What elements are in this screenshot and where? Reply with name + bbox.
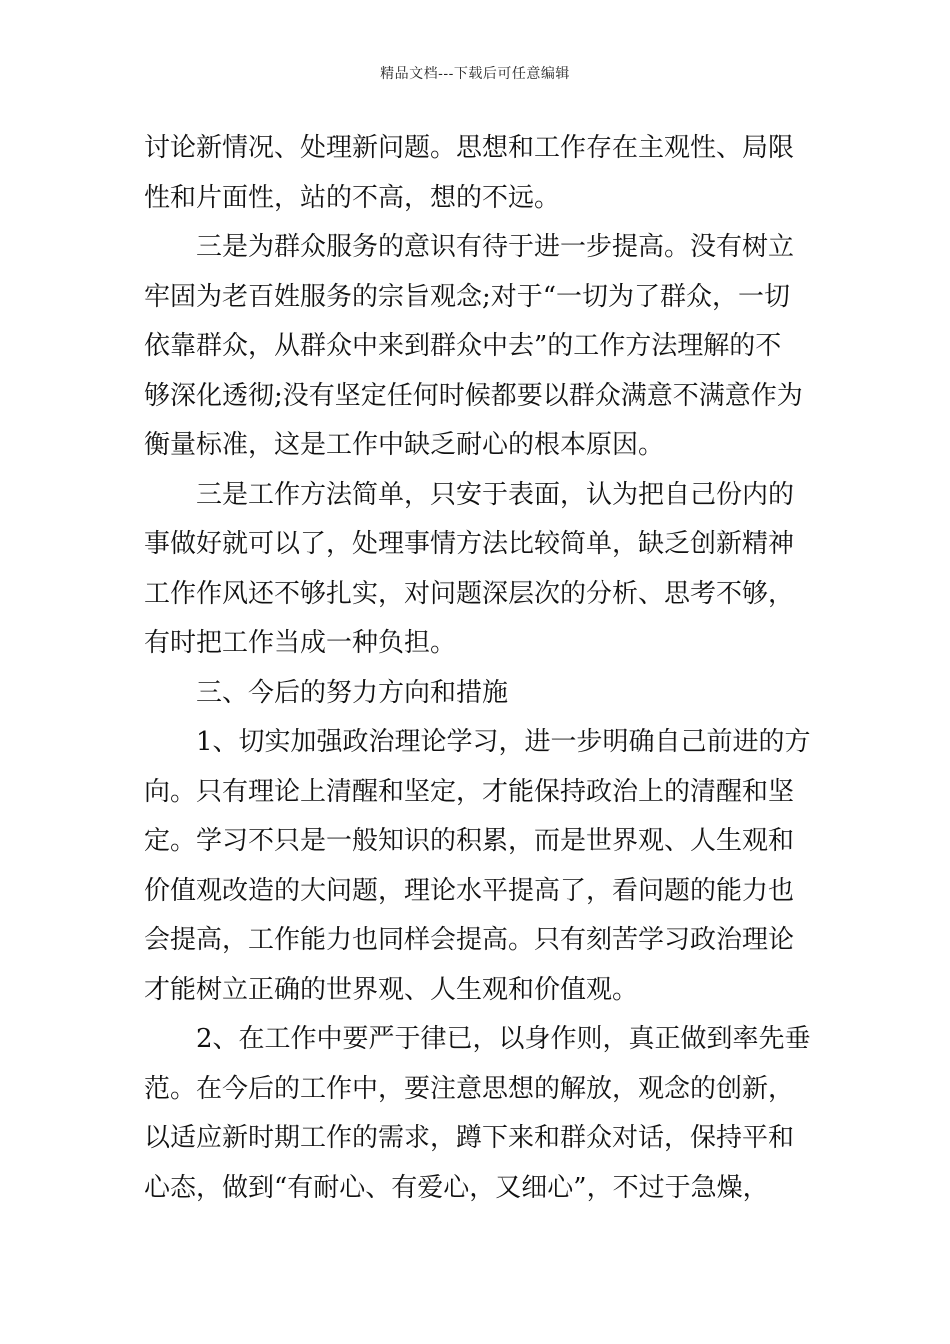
text-line: 性和片面性，站的不高，想的不远。 <box>144 182 561 213</box>
text-line: 心态，做到“有耐心、有爱心，又细心”，不过于急燥， <box>144 1172 769 1203</box>
body-text <box>144 124 811 1213</box>
text-line: 牢固为老百姓服务的宗旨观念;对于“一切为了群众，一切 <box>144 281 791 312</box>
paragraph-start-line: 三是为群众服务的意识有待于进一步提高。没有树立 <box>196 232 795 262</box>
text-line: 事做好就可以了，处理事情方法比较简单，缺乏创新精神 <box>144 529 795 559</box>
text-line: 工作作风还不够扎实，对问题深层次的分析、思考不够， <box>144 578 795 609</box>
text-line: 向。只有理论上清醒和坚定，才能保持政治上的清醒和坚 <box>144 776 795 807</box>
paragraph-start-line: 三是工作方法简单，只安于表面，认为把自己份内的 <box>196 479 795 510</box>
text-line: 价值观改造的大问题，理论水平提高了，看问题的能力也 <box>144 875 795 906</box>
text-line: 范。在今后的工作中，要注意思想的解放，观念的创新， <box>144 1073 795 1104</box>
text-line: 衡量标准，这是工作中缺乏耐心的根本原因。 <box>144 430 665 460</box>
section-heading: 三、今后的努力方向和措施 <box>196 677 509 708</box>
page-header: 精品文档---下载后可任意编辑 <box>380 66 570 82</box>
paragraph-start-line: 2、在工作中要严于律已，以身作则，真正做到率先垂 <box>196 1024 811 1054</box>
text-line: 才能树立正确的世界观、人生观和价值观。 <box>144 974 639 1005</box>
text-line: 有时把工作当成一种负担。 <box>144 628 457 658</box>
text-line: 以适应新时期工作的需求，蹲下来和群众对话，保持平和 <box>144 1123 795 1153</box>
text-line: 会提高，工作能力也同样会提高。只有刻苦学习政治理论 <box>144 925 795 955</box>
text-line: 够深化透彻;没有坚定任何时候都要以群众满意不满意作为 <box>144 380 803 411</box>
text-line: 定。学习不只是一般知识的积累，而是世界观、人生观和 <box>144 826 795 856</box>
paragraph-start-line: 1、切实加强政治理论学习，进一步明确自己前进的方 <box>196 727 811 757</box>
text-line: 依靠群众，从群众中来到群众中去”的工作方法理解的不 <box>144 331 782 361</box>
text-line: 讨论新情况、处理新问题。思想和工作存在主观性、局限 <box>144 133 795 163</box>
